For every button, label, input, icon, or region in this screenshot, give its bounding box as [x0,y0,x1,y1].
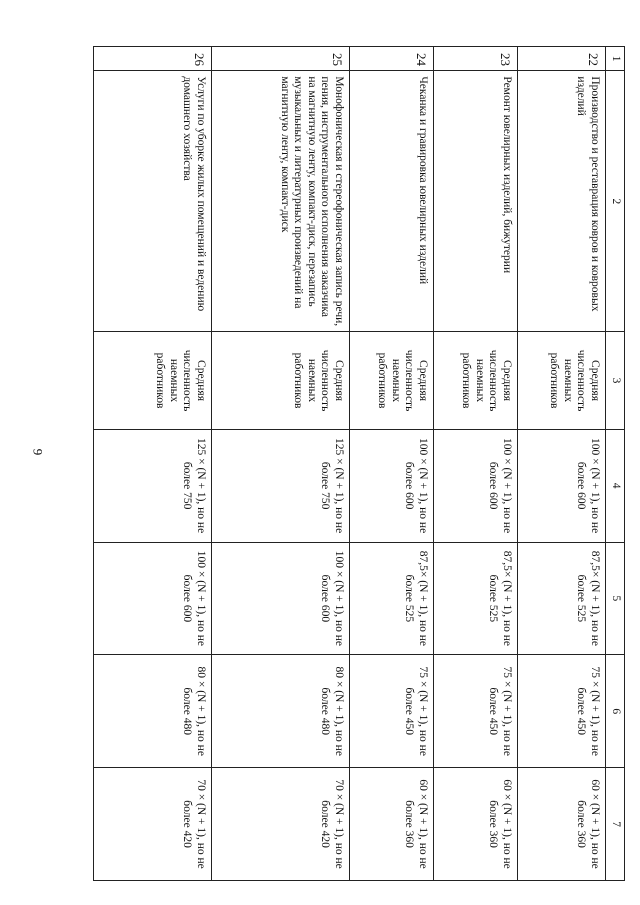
table-row [434,47,518,881]
header-row [606,47,625,881]
header-cell: 2 [606,71,625,332]
indicator: Средняя численность наемных работников [350,332,434,429]
value-cell: 60 × (N + 1), но не более 360 [518,768,606,881]
value-cell: 100 × (N + 1), но не более 600 [94,542,212,655]
row-number: 22 [518,47,606,71]
header-cell: 6 [606,655,625,768]
table-row [212,47,350,881]
table-row [94,47,212,881]
table-row [518,47,606,881]
table-wrapper [94,46,625,881]
service-name: Ремонт ювелирных изделий, бижутерии [434,71,518,332]
indicator: Средняя численность наемных работников [518,332,606,429]
service-name: Чеканка и гравировка ювелирных изделий [350,71,434,332]
value-cell: 87,5× (N + 1), но не более 525 [518,542,606,655]
row-number: 23 [434,47,518,71]
value-cell: 125 × (N + 1), но не более 750 [94,429,212,542]
tax-table [93,46,625,881]
value-cell: 80 × (N + 1), но не более 480 [94,655,212,768]
rotated-table-area [94,46,625,881]
value-cell: 125 × (N + 1), но не более 750 [212,429,350,542]
header-cell: 3 [606,332,625,429]
value-cell: 70 × (N + 1), но не более 420 [212,768,350,881]
table-row [350,47,434,881]
value-cell: 60 × (N + 1), но не более 360 [434,768,518,881]
value-cell: 100 × (N + 1), но не более 600 [350,429,434,542]
value-cell: 75 × (N + 1), но не более 450 [350,655,434,768]
indicator: Средняя численность наемных работников [434,332,518,429]
value-cell: 87,5× (N + 1), но не более 525 [434,542,518,655]
value-cell: 80 × (N + 1), но не более 480 [212,655,350,768]
indicator: Средняя численность наемных работников [212,332,350,429]
row-number: 25 [212,47,350,71]
value-cell: 100 × (N + 1), но не более 600 [518,429,606,542]
row-number: 24 [350,47,434,71]
value-cell: 60 × (N + 1), но не более 360 [350,768,434,881]
indicator: Средняя численность наемных работников [94,332,212,429]
service-name: Производство и реставрация ковров и ковровых изделий [518,71,606,332]
header-cell: 5 [606,542,625,655]
page-number: 9 [30,448,46,456]
row-number: 26 [94,47,212,71]
value-cell: 75 × (N + 1), но не более 450 [518,655,606,768]
header-cell: 4 [606,429,625,542]
header-cell: 1 [606,47,625,71]
value-cell: 75 × (N + 1), но не более 450 [434,655,518,768]
service-name: Услуги по уборке жилых помещений и ведению домашнего хозяйства [94,71,212,332]
value-cell: 87,5× (N + 1), но не более 525 [350,542,434,655]
service-name: Монофоническая и стереофоническая запись речи, пения, инструментального исполнения заказчика на магнитную ленту, компакт-диск, перезапись музыкальных и литературных произведений на магнитную ленту, компакт-диск [212,71,350,332]
header-cell: 7 [606,768,625,881]
value-cell: 100 × (N + 1), но не более 600 [212,542,350,655]
value-cell: 70 × (N + 1), но не более 420 [94,768,212,881]
value-cell: 100 × (N + 1), но не более 600 [434,429,518,542]
